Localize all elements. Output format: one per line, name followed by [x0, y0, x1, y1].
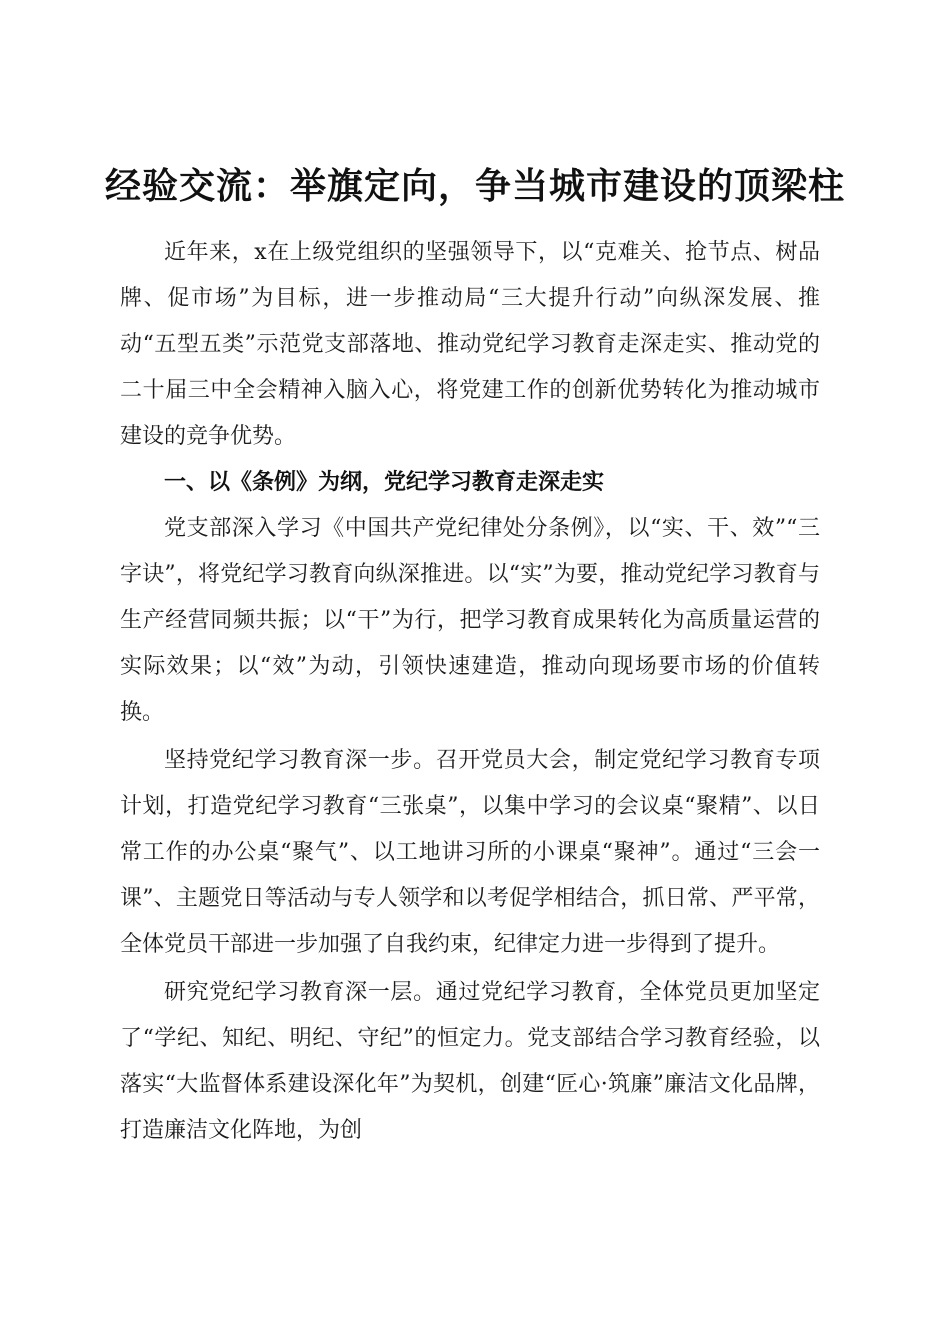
document-body — [120, 230, 820, 1154]
paragraph-deeper-step: 坚持党纪学习教育深一步。召开党员大会，制定党纪学习教育专项计划，打造党纪学习教育“三张桌”，以集中学习的会议桌“聚精”、以日常工作的办公桌“聚气”、以工地讲习所的小课桌“聚神”。通过“三会一课”、主题党日等活动与专人领学和以考促学相结合，抓日常、严平常，全体党员干部进一步加强了自我约束，纪律定力进一步得到了提升。 — [120, 748, 820, 957]
paragraph-deeper-layer: 研究党纪学习教育深一层。通过党纪学习教育，全体党员更加坚定了“学纪、知纪、明纪、守纪”的恒定力。党支部结合学习教育经验，以落实“大监督体系建设深化年”为契机，创建“匠心·筑廉”廉洁文化品牌，打造廉洁文化阵地，为创 — [120, 980, 820, 1143]
paragraph-regulations: 党支部深入学习《中国共产党纪律处分条例》，以“实、干、效”“三字诀”，将党纪学习教育向纵深推进。以“实”为要，推动党纪学习教育与生产经营同频共振；以“干”为行，把学习教育成果转化为高质量运营的实际效果；以“效”为动，引领快速建造，推动向现场要市场的价值转换。 — [120, 516, 820, 725]
document-title: 经验交流：举旗定向，争当城市建设的顶梁柱 — [104, 165, 845, 208]
section-heading-1: 一、以《条例》为纲，党纪学习教育走深走实 — [164, 470, 605, 495]
paragraph-intro: 近年来，x在上级党组织的坚强领导下，以“克难关、抢节点、树品牌、促市场”为目标，进一步推动局“三大提升行动”向纵深发展、推动“五型五类”示范党支部落地、推动党纪学习教育走深走实、推动党的二十届三中全会精神入脑入心，将党建工作的创新优势转化为推动城市建设的竞争优势。 — [120, 240, 820, 449]
